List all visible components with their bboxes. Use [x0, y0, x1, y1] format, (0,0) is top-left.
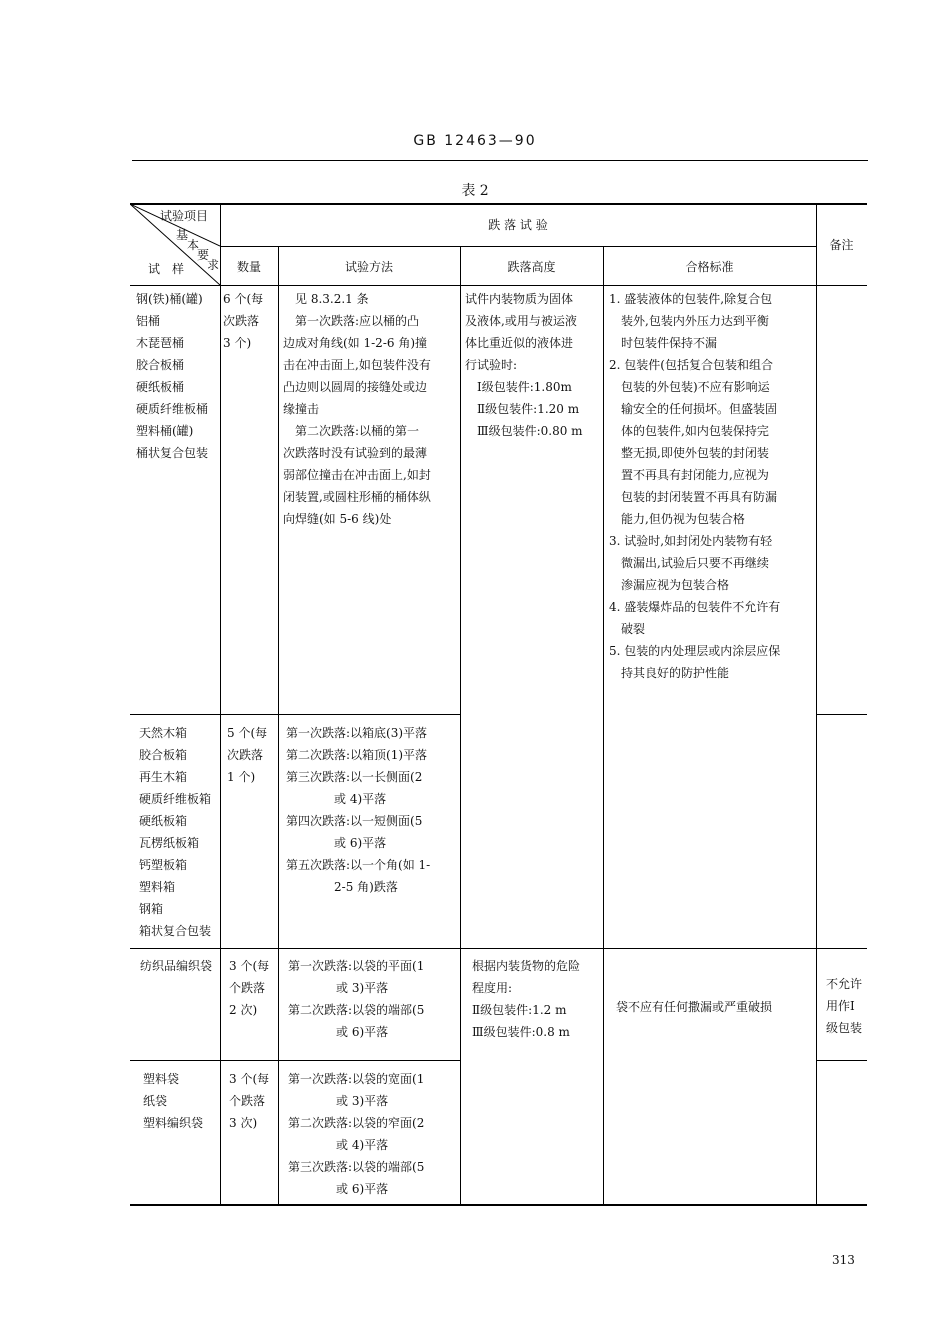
sample-item: 纸袋: [143, 1094, 168, 1108]
corner-item-label: 试验项目: [160, 209, 209, 223]
row1-bottom-remark: [816, 714, 867, 715]
table-title: 表 2: [461, 183, 489, 199]
row4-samples: [143, 1068, 203, 1134]
row3-method: 第一次跌落:以袋的平面(1 或 3)平落 第二次跌落:以袋的端部(5 或 6)平落: [288, 959, 425, 1039]
sample-item: 纺织品编织袋: [140, 959, 213, 973]
corner-req-char-4: 求: [207, 258, 220, 272]
sample-item: 再生木箱: [139, 770, 188, 784]
sample-item: 硬质纤维板箱: [139, 792, 212, 806]
sample-item: 塑料编织袋: [143, 1116, 204, 1130]
sample-item: 桶状复合包装: [136, 446, 209, 460]
sample-item: 塑料桶(罐): [136, 424, 194, 438]
sample-item: 塑料袋: [143, 1072, 180, 1086]
corner-req-char-3: 要: [197, 248, 210, 262]
col-divider-criteria: [816, 203, 817, 1205]
header-bottom: [130, 285, 867, 286]
row3-height: 根据内装货物的危险 程度用: Ⅱ级包装件:1.2 m Ⅲ级包装件:0.8 m: [472, 959, 581, 1039]
drop-test-group-header: 跌 落 试 验: [488, 218, 548, 232]
row3-samples: [140, 955, 212, 977]
row2-method: 第一次跌落:以箱底(3)平落 第二次跌落:以箱顶(1)平落 第三次跌落:以一长侧面(2 或 4)平落 第四次跌落:以一短侧面(5 或 6)平落 第五次跌落:以一个角(如 1- 2-5 角)跌落: [286, 726, 431, 894]
sample-item: 箱状复合包装: [139, 924, 212, 938]
doc-header: GB 12463—90: [413, 133, 537, 149]
corner-req-char-2: 本: [187, 238, 200, 252]
header-divider: [220, 246, 816, 247]
sample-item: 胶合板桶: [136, 358, 185, 372]
row3-remark: 不允许 用作Ⅰ 级包装: [826, 977, 863, 1035]
row1-samples: [136, 288, 208, 464]
criteria-header: 合格标准: [685, 260, 734, 274]
remark-header: 备注: [829, 238, 854, 252]
method-header: 试验方法: [344, 260, 393, 274]
sample-item: 钙塑板箱: [139, 858, 188, 872]
sample-item: 胶合板箱: [139, 748, 188, 762]
corner-sample-label: 试 样: [148, 262, 185, 276]
table-bottom-border: [130, 1204, 867, 1206]
table-top-border: [130, 203, 867, 205]
sample-item: 天然木箱: [139, 726, 188, 740]
sample-item: 硬纸板箱: [139, 814, 188, 828]
page-number: 313: [832, 1253, 855, 1267]
header-rule: [132, 160, 868, 161]
col-divider-sample: [220, 203, 221, 1205]
row4-method: 第一次跌落:以袋的宽面(1 或 3)平落 第二次跌落:以袋的窄面(2 或 4)平落 第三次跌落:以袋的端部(5 或 6)平落: [288, 1072, 425, 1196]
corner-req-char-1: 基: [176, 228, 189, 242]
sample-item: 钢(铁)桶(罐): [136, 292, 203, 306]
col-divider-height: [603, 246, 604, 1205]
sample-item: 塑料箱: [139, 880, 176, 894]
col-divider-method: [460, 246, 461, 1205]
row2-bottom: [130, 948, 867, 949]
row4-qty: 3 个(每 个跌落 3 次): [229, 1072, 270, 1130]
row2-qty: 5 个(每 次跌落 1 个): [227, 726, 268, 784]
height-header: 跌落高度: [507, 260, 556, 274]
sample-item: 硬质纤维板桶: [136, 402, 209, 416]
row3-bottom-remark: [816, 1060, 867, 1061]
sample-item: 钢箱: [139, 902, 164, 916]
row1-height: 试件内装物质为固体 及液体,或用与被运液 体比重近似的液体进 行试验时: Ⅰ级包装件:1.80m Ⅱ级包装件:1.20 m Ⅲ级包装件:0.80 m: [465, 292, 583, 438]
qty-header: 数量: [236, 260, 261, 274]
row1-qty: 6 个(每 次跌落 3 个): [223, 292, 264, 350]
row3-criteria: 袋不应有任何撒漏或严重破损: [616, 1000, 773, 1014]
row1-bottom-left: [130, 714, 460, 715]
sample-item: 硬纸板桶: [136, 380, 185, 394]
col-divider-qty: [278, 246, 279, 1205]
row1-criteria: 1. 盛装液体的包装件,除复合包 装外,包装内外压力达到平衡 时包装件保持不漏 2. 包装件(包括复合包装和组合 包装的外包装)不应有影响运 输安全的任何损坏。但盛装固 体的包装件,如内包装保持完 整无损,即使外包装的封闭装 置不再具有封闭能力,应视为 包装的封闭装置不再具有防漏 能力,但仍视为包装合格 3. 试验时,如封闭处内装物有轻 微漏出,试验后只要不再继续 渗漏应视为包装合格 4. 盛装爆炸品的包装件不允许有 破裂 5. 包装的内处理层或内涂层应保 持其良好的防护性能: [609, 292, 781, 680]
sample-item: 铝桶: [136, 314, 161, 328]
row1-method: 见 8.3.2.1 条 第一次跌落:应以桶的凸 边成对角线(如 1-2-6 角)撞 击在冲击面上,如包装件没有 凸边则以圆周的接缝处或边 缘撞击 第二次跌落:以桶的第一 次跌落时没有试验到的最薄 弱部位撞击在冲击面上,如封 闭装置,或圆柱形桶的桶体纵 向焊缝(如 5-6 线)处: [283, 292, 431, 526]
row2-samples: [139, 722, 211, 942]
row3-bottom-left: [130, 1060, 460, 1061]
sample-item: 木琵琶桶: [136, 336, 185, 350]
sample-item: 瓦楞纸板箱: [139, 836, 200, 850]
row3-qty: 3 个(每 个跌落 2 次): [229, 959, 270, 1017]
